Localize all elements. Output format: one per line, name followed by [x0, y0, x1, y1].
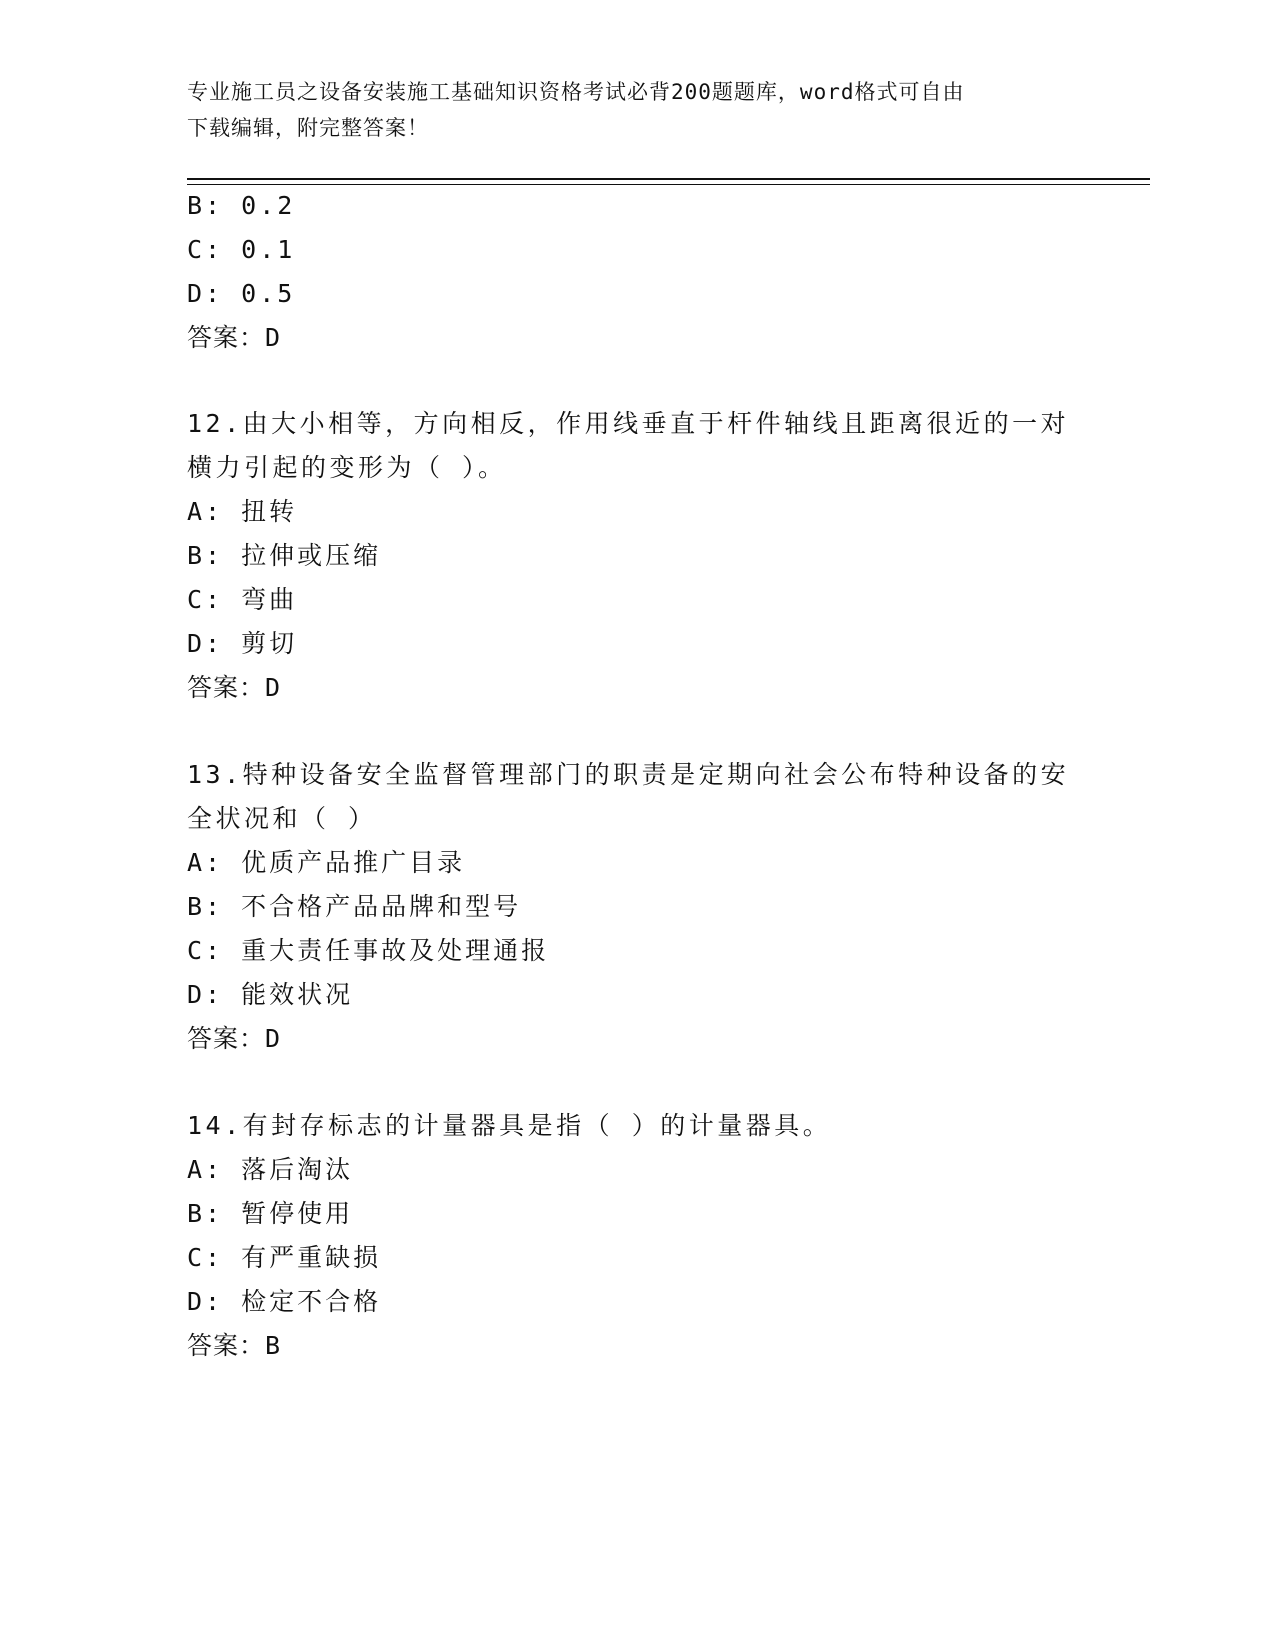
prev-option-b: B: 0.2	[187, 191, 296, 220]
q14-answer: 答案：B	[187, 1331, 282, 1360]
q13-option-b: B: 不合格产品品牌和型号	[187, 892, 522, 921]
prev-option-c: C: 0.1	[187, 235, 296, 264]
q14-option-a: A: 落后淘汰	[187, 1155, 354, 1184]
q13-option-c: C: 重大责任事故及处理通报	[187, 936, 550, 965]
header-rule-thin	[187, 184, 1150, 185]
q13-text-line-2: 全状况和（ ）	[187, 804, 377, 833]
document-header	[187, 74, 1087, 146]
q12-option-d: D: 剪切	[187, 629, 298, 658]
q13-option-d: D: 能效状况	[187, 980, 354, 1009]
q12-answer: 答案：D	[187, 673, 282, 702]
q14-option-d: D: 检定不合格	[187, 1287, 382, 1316]
q12-option-c: C: 弯曲	[187, 585, 298, 614]
q12-option-a: A: 扭转	[187, 497, 298, 526]
q13-text-line-1: 13.特种设备安全监督管理部门的职责是定期向社会公布特种设备的安	[187, 760, 1070, 789]
q12-text-line-1: 12.由大小相等，方向相反，作用线垂直于杆件轴线且距离很近的一对	[187, 409, 1070, 438]
header-line-1: 专业施工员之设备安装施工基础知识资格考试必背200题题库，word格式可自由	[187, 80, 965, 104]
header-line-2: 下载编辑，附完整答案！	[187, 116, 429, 140]
q13-answer: 答案：D	[187, 1024, 282, 1053]
q13-option-a: A: 优质产品推广目录	[187, 848, 466, 877]
prev-answer: 答案：D	[187, 323, 282, 352]
q14-option-b: B: 暂停使用	[187, 1199, 354, 1228]
prev-option-d: D: 0.5	[187, 279, 296, 308]
q12-option-b: B: 拉伸或压缩	[187, 541, 382, 570]
q12-text-line-2: 横力引起的变形为（ ）。	[187, 453, 507, 482]
q14-text-line-1: 14.有封存标志的计量器具是指（ ）的计量器具。	[187, 1111, 832, 1140]
q14-option-c: C: 有严重缺损	[187, 1243, 382, 1272]
header-rule-thick	[187, 178, 1150, 180]
